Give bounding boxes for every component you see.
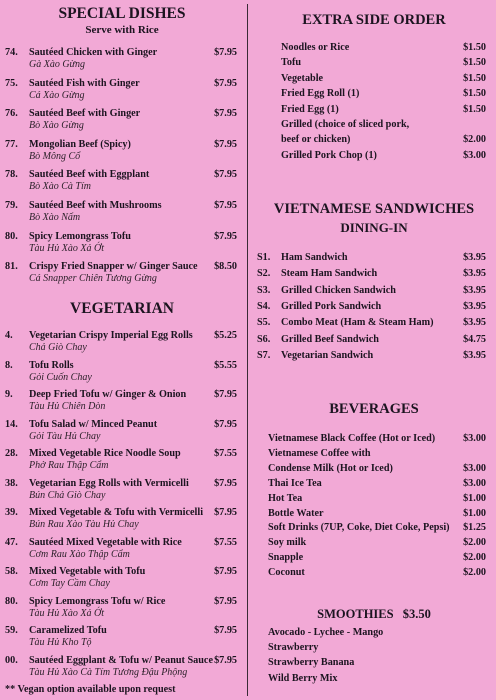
item-price: $5.25 — [214, 330, 237, 341]
item-name: Vietnamese Coffee with — [268, 447, 371, 459]
vietnamese-name: Gà Xào Gừng — [29, 59, 86, 70]
item-number: S4. — [257, 300, 271, 312]
vietnamese-name: Cá Xào Gừng — [29, 89, 85, 101]
item-price: $7.95 — [214, 595, 237, 607]
vegetarian-item — [5, 448, 237, 460]
special-dishes-subtitle: Serve with Rice — [85, 24, 159, 36]
item-price: $7.95 — [214, 77, 237, 89]
item-price: $4.75 — [463, 333, 486, 345]
item-price: $7.95 — [214, 138, 237, 150]
item-name: Vegetable — [281, 72, 324, 84]
special-dish-item — [5, 47, 237, 59]
item-name: Tofu — [281, 57, 302, 69]
vegetarian-item — [5, 419, 237, 431]
item-name: Vegetarian Egg Rolls with Vermicelli — [29, 477, 189, 489]
sandwich-item — [257, 317, 486, 329]
item-name: Spicy Lemongrass Tofu — [29, 230, 131, 242]
item-name: Tofu Rolls — [29, 359, 74, 371]
item-price: $7.95 — [214, 47, 237, 58]
item-name: Sautéed Mixed Vegetable with Rice — [29, 536, 182, 548]
vietnamese-name: Cơm Tay Cầm Chay — [29, 578, 110, 589]
vietnamese-name: Bò Mông Cổ — [29, 150, 81, 162]
beverage-item — [257, 478, 486, 490]
smoothie-item: Strawberry — [268, 642, 319, 654]
item-name: Mixed Vegetable with Tofu — [29, 566, 146, 577]
vietnamese-name: Bò Xào Nấm — [29, 212, 81, 223]
item-price: $7.95 — [214, 108, 237, 120]
item-price: $1.50 — [463, 42, 486, 53]
item-number: 77. — [5, 138, 18, 150]
item-number: 58. — [5, 566, 18, 577]
item-name: Ham Sandwich — [281, 252, 348, 263]
beverage-item — [257, 522, 486, 534]
item-name: Mongolian Beef (Spicy) — [29, 138, 131, 150]
item-price: $3.95 — [463, 268, 486, 280]
item-price: $7.95 — [214, 169, 237, 181]
vietnamese-name: Tàu Hủ Chiên Dòn — [29, 401, 106, 412]
item-price: $1.50 — [463, 72, 486, 84]
special-dish-item — [5, 231, 237, 243]
item-price: $7.55 — [214, 536, 237, 548]
item-price: $7.55 — [214, 448, 237, 459]
item-number: 80. — [5, 230, 18, 242]
item-name: Grilled Pork Chop (1) — [281, 149, 377, 161]
item-number: 14. — [5, 418, 18, 430]
item-price: $2.00 — [463, 537, 486, 549]
item-number: S7. — [257, 349, 271, 361]
item-number: 28. — [5, 448, 18, 459]
item-price: $7.95 — [214, 230, 237, 242]
item-price: $3.00 — [463, 149, 486, 161]
beverage-item — [257, 567, 486, 579]
extra-side-order-title: EXTRA SIDE ORDER — [302, 12, 446, 28]
item-price: $3.00 — [463, 477, 486, 489]
vegetarian-item — [5, 330, 237, 342]
item-price: $3.95 — [463, 317, 486, 329]
side-order-item — [257, 104, 486, 116]
beverage-item — [257, 493, 486, 505]
vietnamese-name: Gỏi Cuốn Chay — [29, 371, 92, 383]
item-price: $5.55 — [214, 359, 237, 371]
side-order-item — [257, 119, 486, 131]
item-name: Soft Drinks (7UP, Coke, Diet Coke, Pepsi) — [268, 522, 450, 534]
sandwich-item — [257, 285, 486, 297]
item-number: 74. — [5, 47, 18, 58]
smoothie-item: Wild Berry Mix — [268, 672, 338, 684]
vietnamese-name: Tàu Hủ Xào Cà Tím Tương Đậu Phộng — [29, 666, 188, 678]
side-order-item — [257, 42, 486, 54]
item-price: $7.95 — [214, 477, 237, 489]
vegetarian-item — [5, 537, 237, 549]
special-dish-item — [5, 108, 237, 120]
special-dish-item — [5, 139, 237, 151]
vietnamese-name: Tàu Hủ Xào Xả Ớt — [29, 242, 104, 254]
item-name: Steam Ham Sandwich — [281, 268, 378, 280]
item-number: 78. — [5, 169, 18, 181]
item-name: Coconut — [268, 567, 305, 579]
item-number: 59. — [5, 625, 18, 636]
item-name: Combo Meat (Ham & Steam Ham) — [281, 317, 434, 329]
vietnamese-name: Cơm Rau Xào Thập Cẩm — [29, 548, 130, 560]
item-price: $7.95 — [214, 566, 237, 577]
vegetarian-item — [5, 507, 237, 519]
item-price: $3.00 — [463, 433, 486, 444]
column-divider — [247, 4, 248, 696]
item-name: Crispy Fried Snapper w/ Ginger Sauce — [29, 261, 198, 273]
item-name: Sautéed Beef with Eggplant — [29, 169, 150, 181]
special-dishes-title: SPECIAL DISHES — [58, 5, 186, 22]
item-price: $3.95 — [463, 284, 486, 296]
sandwich-item — [257, 301, 486, 313]
smoothies-title: SMOOTHIES — [317, 607, 394, 621]
item-name: Grilled (choice of sliced pork, — [281, 119, 410, 130]
item-number: S5. — [257, 317, 271, 329]
item-name: Caramelized Tofu — [29, 625, 107, 636]
vietnamese-name: Cá Snapper Chiên Tương Gừng — [29, 273, 157, 285]
item-number: S1. — [257, 252, 271, 263]
item-price: $3.95 — [463, 300, 486, 312]
item-number: 00. — [5, 654, 18, 666]
vietnamese-name: Tàu Hủ Kho Tộ — [29, 637, 92, 648]
item-name: Bottle Water — [268, 507, 324, 519]
vegetarian-title: VEGETARIAN — [70, 300, 174, 317]
item-number: S3. — [257, 284, 271, 296]
item-price: $7.95 — [214, 389, 237, 400]
vietnamese-name: Tàu Hủ Xào Xả Ớt — [29, 607, 104, 619]
item-name: Hot Tea — [268, 492, 303, 504]
item-number: 47. — [5, 536, 18, 548]
beverage-item — [257, 508, 486, 520]
beverages-title: BEVERAGES — [329, 401, 419, 417]
vietnamese-name: Bò Xào Cà Tím — [29, 181, 91, 193]
item-price: $3.00 — [463, 462, 486, 474]
item-name: Sautéed Fish with Ginger — [29, 77, 140, 89]
item-price: $2.00 — [463, 134, 486, 146]
side-order-item — [257, 57, 486, 69]
side-order-item — [257, 150, 486, 162]
item-price: $7.95 — [214, 507, 237, 518]
item-number: 79. — [5, 200, 18, 211]
item-name: Sautéed Eggplant & Tofu w/ Peanut Sauce — [29, 654, 213, 666]
side-order-item — [257, 134, 486, 146]
vegetarian-item — [5, 389, 237, 401]
item-name: Deep Fried Tofu w/ Ginger & Onion — [29, 389, 187, 400]
vietnamese-name: Bún Chả Giò Chay — [29, 489, 106, 501]
item-name: Fried Egg (1) — [281, 103, 339, 115]
item-name: Grilled Pork Sandwich — [281, 300, 382, 312]
item-name: Spicy Lemongrass Tofu w/ Rice — [29, 595, 166, 607]
item-number: 75. — [5, 77, 18, 89]
item-name: Vegetarian Crispy Imperial Egg Rolls — [29, 330, 193, 341]
item-price: $3.95 — [463, 349, 486, 361]
item-price: $7.95 — [214, 200, 237, 211]
vietnamese-name: Bún Rau Xào Tàu Hủ Chay — [29, 519, 139, 530]
item-number: 39. — [5, 507, 18, 518]
sandwich-item — [257, 268, 486, 280]
item-name: Sautéed Beef with Mushrooms — [29, 200, 162, 211]
item-name: Fried Egg Roll (1) — [281, 88, 360, 100]
item-price: $8.50 — [214, 261, 237, 273]
item-price: $7.95 — [214, 654, 237, 666]
sandwich-item — [257, 350, 486, 362]
item-name: Thai Ice Tea — [268, 477, 322, 489]
item-number: 9. — [5, 389, 13, 400]
item-name: Mixed Vegetable Rice Noodle Soup — [29, 448, 181, 459]
item-number: 81. — [5, 261, 18, 273]
side-order-item — [257, 88, 486, 100]
special-dish-item — [5, 261, 237, 273]
item-price: $1.50 — [463, 57, 486, 69]
item-name: beef or chicken) — [281, 134, 351, 146]
dining-in-subtitle: DINING-IN — [340, 220, 408, 235]
item-name: Sautéed Chicken with Ginger — [29, 47, 158, 58]
side-order-item — [257, 73, 486, 85]
vietnamese-name: Gỏi Tàu Hủ Chay — [29, 430, 101, 442]
sandwich-item — [257, 252, 486, 264]
vegetarian-item — [5, 655, 237, 667]
item-name: Condense Milk (Hot or Iced) — [268, 462, 393, 474]
special-dish-item — [5, 78, 237, 90]
item-price: $1.25 — [463, 522, 486, 534]
item-price: $2.00 — [463, 552, 486, 564]
item-name: Grilled Chicken Sandwich — [281, 284, 396, 296]
item-number: 76. — [5, 108, 18, 120]
item-price: $1.50 — [463, 103, 486, 115]
beverage-item — [257, 463, 486, 475]
beverage-item — [257, 448, 486, 460]
item-name: Vietnamese Black Coffee (Hot or Iced) — [268, 433, 436, 444]
item-price: $2.00 — [463, 567, 486, 579]
beverage-item — [257, 537, 486, 549]
item-name: Snapple — [268, 552, 304, 564]
smoothies-price: $3.50 — [402, 607, 431, 621]
item-name: Sautéed Beef with Ginger — [29, 108, 141, 120]
vietnamese-name: Bò Xào Gừng — [29, 120, 84, 132]
item-price: $1.00 — [463, 492, 486, 504]
item-number: 4. — [5, 330, 13, 341]
vegetarian-item — [5, 596, 237, 608]
item-number: 8. — [5, 359, 13, 371]
item-name: Grilled Beef Sandwich — [281, 333, 379, 345]
item-name: Tofu Salad w/ Minced Peanut — [29, 418, 158, 430]
special-dish-item — [5, 200, 237, 212]
item-price: $3.95 — [463, 252, 486, 263]
vegetarian-item — [5, 360, 237, 372]
vietnamese-name: Phở Rau Thập Cẩm — [29, 460, 109, 471]
smoothie-item: Avocado - Lychee - Mango — [268, 627, 384, 638]
smoothie-item: Strawberry Banana — [268, 657, 355, 669]
item-name: Soy milk — [268, 537, 307, 549]
item-price: $1.00 — [463, 507, 486, 519]
vegetarian-item — [5, 566, 237, 578]
item-number: 38. — [5, 477, 18, 489]
vegetarian-item — [5, 625, 237, 637]
item-name: Noodles or Rice — [281, 42, 350, 53]
item-price: $1.50 — [463, 88, 486, 100]
item-price: $7.95 — [214, 418, 237, 430]
beverage-item — [257, 552, 486, 564]
vegan-note: ** Vegan option available upon request — [5, 684, 176, 695]
smoothies-heading — [252, 607, 496, 622]
item-number: S6. — [257, 333, 271, 345]
vegetarian-item — [5, 478, 237, 490]
vietnamese-sandwiches-title: VIETNAMESE SANDWICHES — [273, 201, 475, 217]
item-number: 80. — [5, 595, 18, 607]
special-dish-item — [5, 169, 237, 181]
item-number: S2. — [257, 268, 271, 280]
sandwich-item — [257, 334, 486, 346]
item-name: Mixed Vegetable & Tofu with Vermicelli — [29, 507, 204, 518]
vietnamese-name: Chả Giò Chay — [29, 342, 87, 353]
beverage-item — [257, 433, 486, 445]
item-name: Vegetarian Sandwich — [281, 349, 374, 361]
item-price: $7.95 — [214, 625, 237, 636]
